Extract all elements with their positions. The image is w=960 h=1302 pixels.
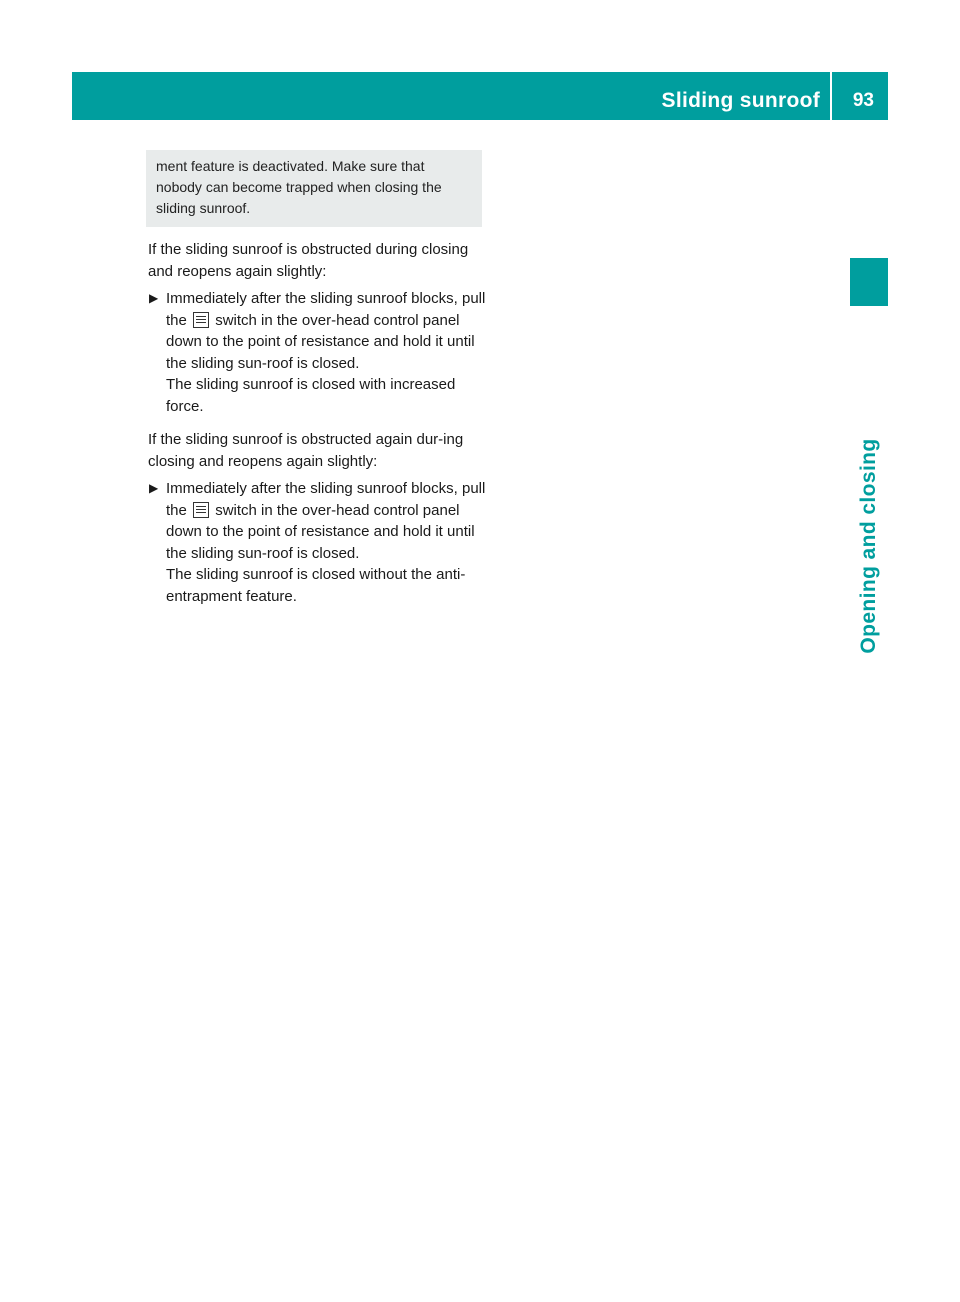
warning-box (146, 150, 482, 227)
chapter-tab (850, 258, 888, 306)
condition-paragraph: If the sliding sunroof is obstructed during closing and reopens again slightly: (148, 241, 469, 280)
page-number: 93 (852, 90, 874, 111)
instruction-step (148, 478, 492, 607)
step-text-after: switch in the over-head control panel down to the point of resistance and hold it until the sliding sun-roof is closed. (166, 501, 475, 562)
step-result: The sliding sunroof is closed without the anti-entrapment feature. (166, 566, 466, 605)
step-text-after: switch in the over-head control panel down to the point of resistance and hold it until the sliding sun-roof is closed. (166, 311, 475, 372)
arrow-right-icon: ▶ (149, 291, 159, 305)
sunroof-switch-icon (193, 502, 209, 518)
arrow-right-icon: ▶ (149, 481, 159, 495)
warning-line: nobody can become trapped when closing the (156, 179, 442, 195)
header-bar (72, 72, 888, 120)
section-title: Sliding sunroof (661, 89, 820, 112)
chapter-label: Opening and closing (857, 438, 880, 654)
warning-line: ment feature is deactivated. Make sure that (156, 158, 425, 174)
header-divider (830, 72, 832, 120)
step-text-before: Immediately after the sliding sunroof blocks, pull the (166, 480, 486, 519)
condition-paragraph: If the sliding sunroof is obstructed again dur-ing closing and reopens again slightly: (148, 431, 464, 470)
warning-line: sliding sunroof. (156, 200, 251, 216)
step-result: The sliding sunroof is closed with increased force. (166, 376, 456, 415)
sunroof-switch-icon (193, 312, 209, 328)
main-content (148, 150, 486, 607)
step-text-before: Immediately after the sliding sunroof blocks, pull the (166, 290, 486, 329)
instruction-step (148, 288, 492, 417)
